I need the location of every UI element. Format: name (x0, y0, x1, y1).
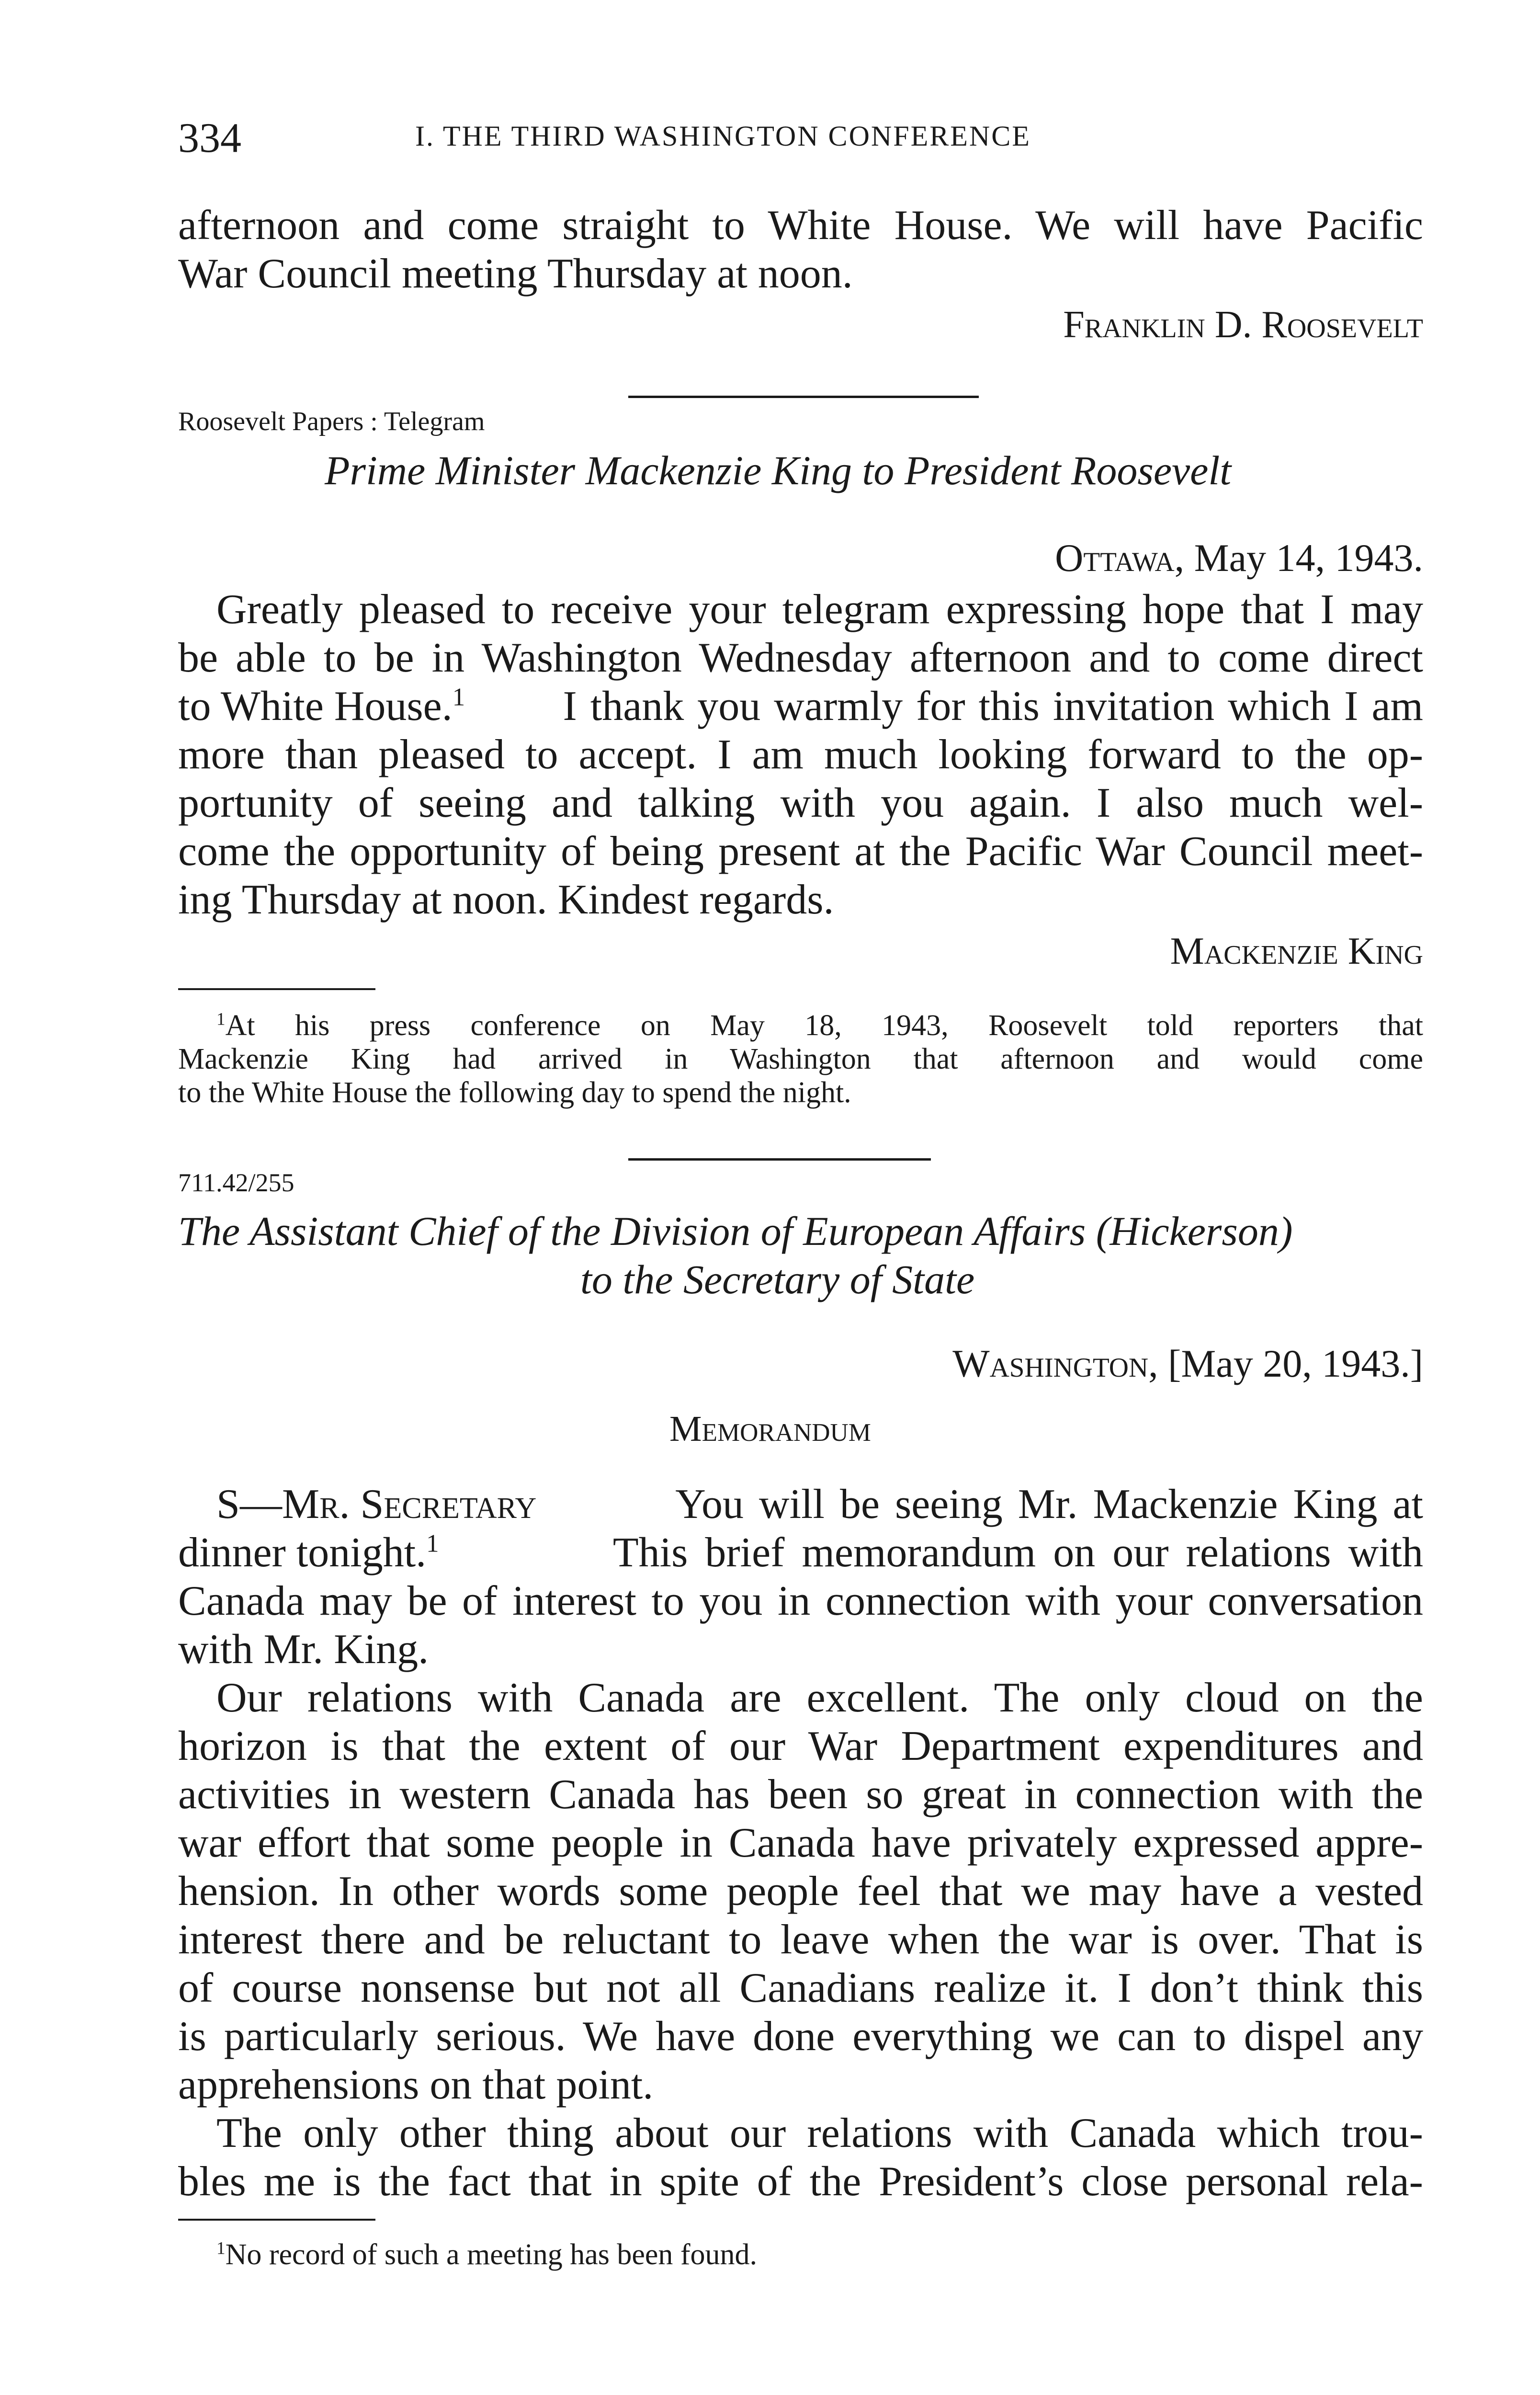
memo-title: Memorandum (669, 1409, 871, 1449)
text-segment (178, 682, 465, 730)
footnote-text: At his press conference on May 18, 1943, Roosevelt told reporters that (225, 1009, 1423, 1042)
footnote-line: to the White House the following day to spend the night. (178, 1076, 851, 1109)
text-line: afternoon and come straight to White House. We will have Pacific (178, 202, 1423, 249)
text-line (216, 1480, 1423, 1528)
page-number: 334 (178, 115, 241, 161)
section-divider (628, 1158, 931, 1161)
footnote-text: No record of such a meeting has been found. (225, 2238, 758, 2271)
footnote-line: Mackenzie King had arrived in Washington that afternoon and would come (178, 1043, 1423, 1075)
text-fragment: I thank you warmly for this invitation which I am (563, 683, 1423, 730)
running-head (178, 114, 1423, 162)
text-line: be able to be in Washington Wednesday afternoon and to come direct (178, 635, 1423, 681)
text-line: Our relations with Canada are excellent. The only cloud on the (216, 1675, 1423, 1721)
salutation: S—Mr. Secretary (216, 1481, 537, 1528)
text-line: portunity of seeing and talking with you again. I also much wel- (178, 780, 1423, 826)
footnote-line (216, 2238, 757, 2271)
text-line: interest there and be reluctant to leave when the war is over. That is (178, 1916, 1423, 1963)
text-line: The only other thing about our relations with Canada which trou- (216, 2110, 1423, 2156)
running-title: I. THE THIRD WASHINGTON CONFERENCE (415, 120, 1031, 152)
text-line: horizon is that the extent of our War Department expenditures and (178, 1723, 1423, 1769)
text-line (178, 682, 1423, 730)
text-line: ing Thursday at noon. Kindest regards. (178, 877, 834, 923)
footnote-divider (178, 2219, 375, 2221)
text-line: with Mr. King. (178, 1626, 429, 1673)
footnote-divider (178, 988, 375, 990)
dateline-place: Washington, (952, 1342, 1158, 1385)
text-line (178, 1528, 1423, 1577)
dateline (1055, 536, 1423, 581)
text-line: activities in western Canada has been so great in connection with the (178, 1771, 1423, 1818)
text-line: Greatly pleased to receive your telegram expressing hope that I may (216, 586, 1423, 633)
footnote-marker: 1 (426, 1529, 439, 1558)
text-line: is particularly serious. We have done everything we can to dispel any (178, 2013, 1423, 2060)
document-heading: Prime Minister Mackenzie King to President Roosevelt (325, 447, 1232, 493)
text-line: bles me is the fact that in spite of the President’s close personal rela- (178, 2158, 1423, 2205)
text-fragment: to White House. (178, 683, 453, 730)
text-line: Canada may be of interest to you in connection with your conversation (178, 1578, 1423, 1624)
text-fragment: This brief memorandum on our relations with (612, 1529, 1423, 1576)
dateline-date: May 14, 1943. (1194, 536, 1423, 580)
text-fragment: You will be seeing Mr. Mackenzie King at (675, 1481, 1423, 1528)
file-number: 711.42/255 (178, 1168, 294, 1197)
text-segment (178, 1528, 439, 1577)
text-line: of course nonsense but not all Canadians realize it. I don’t think this (178, 1965, 1423, 2011)
dateline-date: [May 20, 1943.] (1168, 1342, 1423, 1385)
signature-roosevelt: Franklin D. Roosevelt (1063, 304, 1423, 346)
text-line: war effort that some people in Canada have privately expressed appre- (178, 1820, 1423, 1866)
section-divider (628, 396, 979, 398)
dateline (952, 1341, 1423, 1386)
footnote-marker: 1 (216, 1009, 226, 1029)
source-label: Roosevelt Papers : Telegram (178, 407, 485, 436)
document-heading-line-2: to the Secretary of State (580, 1256, 975, 1302)
text-line: hension. In other words some people feel that we may have a vested (178, 1868, 1423, 1915)
signature-mackenzie-king: Mackenzie King (1170, 930, 1423, 972)
footnote-line (216, 1009, 1423, 1042)
text-line: apprehensions on that point. (178, 2062, 654, 2108)
footnote-marker: 1 (452, 683, 465, 711)
document-heading-line-1: The Assistant Chief of the Division of European Affairs (Hickerson) (178, 1208, 1293, 1254)
footnote-marker: 1 (216, 2238, 226, 2258)
text-line: War Council meeting Thursday at noon. (178, 251, 853, 297)
text-line: come the opportunity of being present at the Pacific War Council meet- (178, 828, 1423, 875)
dateline-place: Ottawa, (1055, 536, 1185, 580)
text-line: more than pleased to accept. I am much looking forward to the op- (178, 731, 1423, 778)
text-fragment: dinner tonight. (178, 1529, 427, 1576)
